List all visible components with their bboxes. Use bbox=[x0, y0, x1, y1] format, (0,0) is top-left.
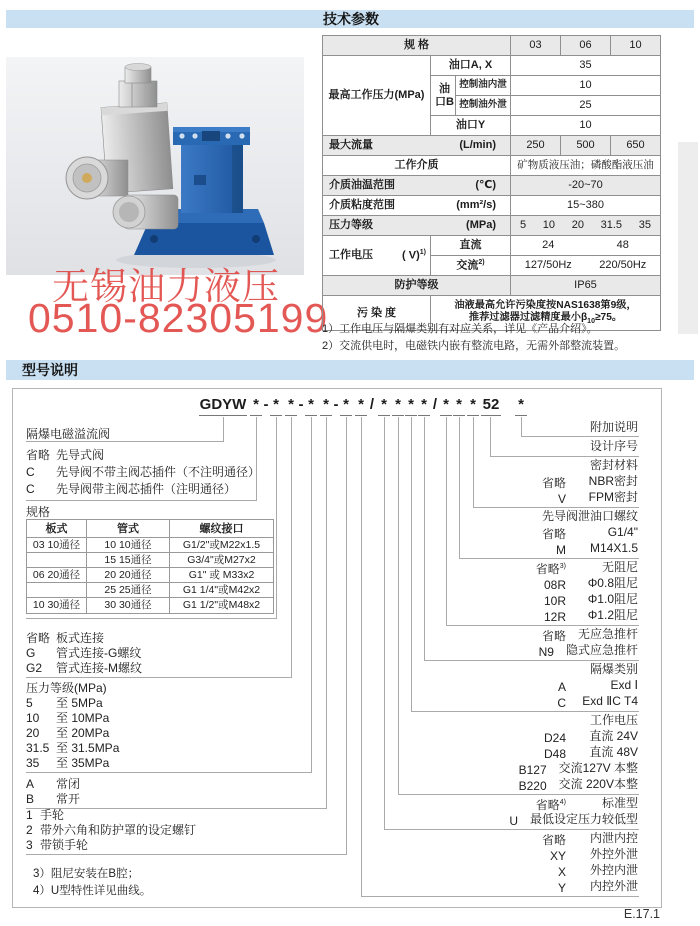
code-row bbox=[26, 808, 358, 823]
code-value: M bbox=[556, 543, 566, 557]
right-group bbox=[368, 626, 638, 658]
code-description: 标准型 bbox=[601, 796, 638, 810]
model-code-star: * bbox=[467, 397, 479, 416]
code-description: Φ1.2阻尼 bbox=[587, 608, 638, 622]
pressure-grade: 20 bbox=[571, 219, 584, 232]
model-section-band bbox=[6, 360, 694, 380]
pressure-group bbox=[26, 696, 358, 771]
model-code-star: * bbox=[405, 397, 417, 416]
code-value: 2 bbox=[26, 823, 33, 837]
ac-value: 127/50Hz bbox=[524, 259, 572, 272]
model-code-star: * bbox=[392, 397, 404, 416]
table-row bbox=[323, 156, 661, 176]
code-description: 至 10MPa bbox=[56, 711, 110, 725]
code-value: 省略 bbox=[26, 448, 51, 462]
port-y-value: 10 bbox=[511, 116, 661, 136]
code-row bbox=[26, 631, 358, 646]
table-row bbox=[323, 196, 661, 216]
code-description: 至 35MPa bbox=[56, 756, 110, 770]
table-row bbox=[323, 216, 661, 236]
viscosity-label: 介质粘度范围 bbox=[329, 199, 395, 212]
code-value: A bbox=[26, 777, 35, 791]
code-value: 31.5 bbox=[26, 741, 50, 755]
code-value: 省略$^{3)}$ bbox=[535, 562, 566, 576]
footnote: 3）阻尼安装在B腔； bbox=[33, 868, 140, 880]
code-row bbox=[26, 481, 358, 498]
viscosity-value: 15~380 bbox=[511, 196, 661, 216]
code-value: B bbox=[26, 792, 35, 806]
table-row bbox=[27, 598, 273, 613]
pressure-grade-label: 压力等级 bbox=[329, 219, 373, 232]
ac-value: 220/50Hz bbox=[599, 259, 647, 272]
table-row bbox=[323, 236, 661, 256]
code-value: 5 bbox=[26, 696, 33, 710]
code-description: 直流 24V bbox=[589, 729, 638, 743]
viscosity-unit: (mm²/s) bbox=[456, 199, 496, 212]
code-value: 35 bbox=[26, 756, 40, 770]
model-footnotes bbox=[33, 866, 151, 900]
ac-label: 交流$^{2)}$ bbox=[431, 256, 511, 276]
spec-size-table bbox=[26, 519, 274, 614]
model-code-separator: / bbox=[369, 396, 375, 413]
temp-unit: (℃) bbox=[475, 179, 496, 192]
code-description: 外控外泄 bbox=[589, 847, 638, 861]
code-value: 20 bbox=[26, 726, 40, 740]
code-row bbox=[368, 559, 638, 575]
code-row bbox=[368, 540, 638, 556]
cell bbox=[27, 553, 87, 568]
code-row bbox=[26, 447, 358, 464]
page-edge-shadow bbox=[678, 142, 698, 334]
code-row bbox=[368, 862, 638, 878]
code-row bbox=[26, 741, 358, 756]
code-value: 省略 bbox=[541, 527, 566, 541]
code-row bbox=[26, 696, 358, 711]
header-cell: 螺纹接口 bbox=[170, 520, 273, 538]
model-code-separator: / bbox=[432, 396, 438, 413]
model-code-star: * bbox=[305, 397, 317, 416]
spec-label-cell: 规 格 bbox=[323, 36, 511, 56]
footnote-marker: 2) bbox=[478, 258, 485, 266]
code-description: 带锁手轮 bbox=[40, 838, 89, 852]
tech-specs-table bbox=[322, 35, 661, 331]
code-value: 3 bbox=[26, 838, 33, 852]
code-description: Exd ⅡC T4 bbox=[582, 694, 638, 708]
code-value: 省略 bbox=[541, 629, 566, 643]
model-code-star: * bbox=[340, 397, 352, 416]
right-group bbox=[368, 438, 638, 454]
page-number: E.17.1 bbox=[623, 907, 660, 921]
max-flow-unit: (L/min) bbox=[459, 139, 496, 152]
code-row bbox=[26, 756, 358, 771]
dc-label: 直流 bbox=[431, 236, 511, 256]
right-group bbox=[368, 795, 638, 827]
table-row bbox=[323, 136, 661, 156]
footnote-marker: 3) bbox=[559, 563, 566, 570]
model-code-star: * bbox=[453, 397, 465, 416]
dc-value: 24 bbox=[542, 239, 555, 252]
temp-label: 介质油温范围 bbox=[329, 179, 395, 192]
code-row bbox=[368, 760, 638, 776]
code-description: 管式连接-G螺纹 bbox=[56, 646, 142, 660]
code-value: 1 bbox=[26, 808, 33, 822]
pilot-group bbox=[26, 447, 358, 498]
code-row bbox=[368, 677, 638, 693]
code-description: 先导式阀 bbox=[56, 448, 105, 462]
code-value: G2 bbox=[26, 661, 43, 675]
code-description: 隐式应急推杆 bbox=[565, 643, 638, 657]
code-value: 省略$^{4)}$ bbox=[535, 798, 566, 812]
valve-illustration bbox=[6, 57, 304, 275]
code-value: D24 bbox=[543, 731, 566, 745]
footnote: 2）交流供电时，电磁铁内嵌有整流电路，无需外部整流装置。 bbox=[322, 340, 626, 352]
contamination-note: 油液最高允许污染度按NAS1638第9级， 推荐过滤器过滤精度最小$\beta_{10}\ge 75$。 bbox=[431, 296, 661, 331]
code-value: 08R bbox=[543, 578, 566, 592]
footnote: 1）工作电压与隔爆类别有对应关系，详见《产品介绍》。 bbox=[322, 323, 598, 335]
port-y-label: 油口Y bbox=[431, 116, 511, 136]
code-row bbox=[368, 524, 638, 540]
cell bbox=[27, 583, 87, 598]
code-value: 10R bbox=[543, 594, 566, 608]
model-left-column bbox=[26, 447, 358, 853]
pressure-grade-label-cell bbox=[323, 216, 511, 236]
code-value: X bbox=[557, 865, 566, 879]
code-row bbox=[368, 830, 638, 846]
cell: 20 20通径 bbox=[87, 568, 170, 583]
footnote-marker: 4) bbox=[559, 799, 566, 806]
product-photo bbox=[6, 57, 304, 275]
code-row bbox=[368, 744, 638, 760]
group-title: 设计序号 bbox=[589, 439, 638, 453]
cell: G1" 或 M33x2 bbox=[170, 568, 273, 583]
pressure-group-title: 压力等级(MPa) bbox=[26, 681, 107, 695]
max-flow-label-cell bbox=[323, 136, 511, 156]
right-group bbox=[368, 712, 638, 792]
table-row bbox=[27, 553, 273, 568]
code-value: 省略 bbox=[541, 476, 566, 490]
code-row bbox=[368, 473, 638, 489]
code-row bbox=[368, 846, 638, 862]
code-value: N9 bbox=[538, 645, 554, 659]
code-description: Exd Ⅰ bbox=[610, 678, 638, 692]
connection-group bbox=[26, 631, 358, 676]
model-code-star: * bbox=[378, 397, 390, 416]
table-row bbox=[27, 538, 273, 553]
tech-section-title: 技术参数 bbox=[323, 11, 379, 27]
port-b-sub-value: 25 bbox=[511, 96, 661, 116]
code-description: NBR密封 bbox=[588, 474, 638, 488]
model-code-star: * bbox=[355, 397, 367, 416]
table-row bbox=[27, 583, 273, 598]
spec-table-title: 规格 bbox=[26, 505, 51, 519]
code-description: 交流 220V本整 bbox=[558, 777, 638, 791]
code-row bbox=[368, 642, 638, 658]
size-cell: 03 bbox=[511, 36, 561, 56]
code-value: B127 bbox=[518, 763, 547, 777]
code-description: 手轮 bbox=[40, 808, 65, 822]
code-description: 先导阀不带主阀芯插件（不注明通径） bbox=[56, 465, 261, 479]
code-row bbox=[368, 728, 638, 744]
code-value: C bbox=[26, 482, 35, 496]
tech-section-band bbox=[6, 10, 694, 28]
table-row bbox=[27, 568, 273, 583]
table-row bbox=[323, 36, 661, 56]
cell: 25 25通径 bbox=[87, 583, 170, 598]
code-row bbox=[26, 726, 358, 741]
model-code-star: * bbox=[320, 397, 332, 416]
code-row bbox=[368, 607, 638, 623]
model-code-star: * bbox=[418, 397, 430, 416]
right-group bbox=[368, 457, 638, 505]
port-b-sub-value: 10 bbox=[511, 76, 661, 96]
table-row bbox=[323, 176, 661, 196]
code-value: V bbox=[557, 492, 566, 506]
code-value: XY bbox=[549, 849, 566, 863]
code-value: 省略 bbox=[541, 833, 566, 847]
code-row bbox=[26, 646, 358, 661]
port-b-sub-label: 控制油内泄 bbox=[456, 76, 511, 96]
code-value: A bbox=[557, 680, 566, 694]
model-section-title: 型号说明 bbox=[22, 362, 78, 378]
tech-footnotes bbox=[322, 321, 625, 355]
code-description: 最低设定压力较低型 bbox=[529, 812, 638, 826]
group-title: 附加说明 bbox=[589, 420, 638, 434]
header-cell: 板式 bbox=[27, 520, 87, 538]
code-value: 省略 bbox=[26, 631, 51, 645]
port-b-sub-label: 控制油外泄 bbox=[456, 96, 511, 116]
code-value: D48 bbox=[543, 747, 566, 761]
model-code-separator: - bbox=[333, 396, 339, 413]
max-flow-label: 最大流量 bbox=[329, 139, 373, 152]
valve-state-group bbox=[26, 777, 358, 807]
cell: 15 15通径 bbox=[87, 553, 170, 568]
cell: G1 1/4"或M42x2 bbox=[170, 583, 273, 598]
group-title: 先导阀泄油口螺纹 bbox=[541, 509, 638, 523]
pressure-grade-unit: (MPa) bbox=[466, 219, 496, 232]
code-row bbox=[368, 626, 638, 642]
code-description: Φ1.0阻尼 bbox=[587, 592, 638, 606]
pressure-grade: 35 bbox=[638, 219, 651, 232]
model-code-star: * bbox=[515, 397, 527, 416]
code-description: 常开 bbox=[56, 792, 81, 806]
code-description: 内泄内控 bbox=[589, 831, 638, 845]
code-description: 常闭 bbox=[56, 777, 81, 791]
code-value: 10 bbox=[26, 711, 40, 725]
size-cell: 06 bbox=[561, 36, 611, 56]
model-code-box bbox=[12, 388, 662, 908]
medium-label: 工作介质 bbox=[323, 156, 511, 176]
contamination-label: 污 染 度 bbox=[323, 296, 431, 331]
model-code-separator: - bbox=[263, 396, 269, 413]
ac-values bbox=[511, 256, 661, 276]
pressure-grade: 5 bbox=[520, 219, 527, 232]
code-row bbox=[26, 792, 358, 807]
right-group bbox=[368, 830, 638, 894]
code-value: Y bbox=[557, 881, 566, 895]
code-row bbox=[26, 464, 358, 481]
header-cell: 管式 bbox=[87, 520, 170, 538]
code-value: C bbox=[26, 465, 35, 479]
port-ax-label: 油口A, X bbox=[431, 56, 511, 76]
model-code-separator: - bbox=[298, 396, 304, 413]
table-row bbox=[323, 56, 661, 76]
cell: 30 30通径 bbox=[87, 598, 170, 613]
max-flow-value: 500 bbox=[561, 136, 611, 156]
protection-label: 防护等级 bbox=[323, 276, 511, 296]
code-row bbox=[26, 711, 358, 726]
code-value: U bbox=[509, 814, 518, 828]
code-description: 无应急推杆 bbox=[577, 627, 638, 641]
code-description: FPM密封 bbox=[588, 490, 638, 504]
code-description: 管式连接-M螺纹 bbox=[56, 661, 142, 675]
code-row bbox=[368, 591, 638, 607]
temp-label-cell bbox=[323, 176, 511, 196]
right-group bbox=[368, 508, 638, 556]
code-description: 内控外泄 bbox=[589, 879, 638, 893]
code-description: 无阻尼 bbox=[601, 560, 638, 574]
temp-value: -20~70 bbox=[511, 176, 661, 196]
cell: 10 30通径 bbox=[27, 598, 87, 613]
code-description: M14X1.5 bbox=[589, 541, 638, 555]
model-code-star: * bbox=[440, 397, 452, 416]
code-row bbox=[368, 795, 638, 811]
code-row bbox=[368, 575, 638, 591]
code-row bbox=[368, 878, 638, 894]
model-code-prefix: GDYW bbox=[199, 397, 247, 416]
cell: G1 1/2"或M48x2 bbox=[182, 599, 261, 611]
code-description: 至 5MPa bbox=[56, 696, 103, 710]
group-title: 隔爆类别 bbox=[589, 662, 638, 676]
code-value: G bbox=[26, 646, 36, 660]
code-description: 先导阀带主阀芯插件（注明通径） bbox=[56, 482, 237, 496]
dc-value: 48 bbox=[616, 239, 629, 252]
code-description: 带外六角和防护罩的设定螺钉 bbox=[40, 823, 197, 837]
watermark-company: 无锡油力液压 bbox=[52, 266, 280, 307]
cell: G1/2"或M22x1.5 bbox=[170, 538, 273, 553]
spec-table-body bbox=[27, 538, 273, 613]
medium-value: 矿物质液压油；磷酸酯液压油 bbox=[511, 156, 661, 176]
spec-table-header bbox=[27, 520, 273, 538]
code-value: B220 bbox=[518, 779, 547, 793]
code-row bbox=[26, 823, 358, 838]
code-description: 至 31.5MPa bbox=[56, 741, 120, 755]
size-cell: 10 bbox=[611, 36, 661, 56]
port-ax-value: 35 bbox=[511, 56, 661, 76]
code-value: C bbox=[557, 696, 566, 710]
footnote: 4）U型特性详见曲线。 bbox=[33, 885, 152, 897]
right-group bbox=[368, 419, 638, 435]
cell: 03 10通径 bbox=[27, 538, 87, 553]
code-description: 外控内泄 bbox=[589, 863, 638, 877]
cell: G3/4"或M27x2 bbox=[170, 553, 273, 568]
model-right-column bbox=[368, 419, 638, 894]
code-value: 12R bbox=[543, 610, 566, 624]
model-code-star: * bbox=[285, 397, 297, 416]
max-pressure-label: 最高工作压力(MPa) bbox=[323, 56, 431, 136]
code-row bbox=[368, 811, 638, 827]
model-code-star: * bbox=[270, 397, 282, 416]
voltage-label: 工作电压 bbox=[329, 249, 373, 262]
code-row bbox=[368, 776, 638, 792]
max-flow-value: 650 bbox=[611, 136, 661, 156]
pressure-grade: 10 bbox=[542, 219, 556, 232]
voltage-unit: ( V)$^{1)}$ bbox=[402, 248, 426, 262]
pressure-grade: 31.5 bbox=[600, 219, 623, 232]
code-description: 直流 48V bbox=[589, 745, 638, 759]
max-flow-value: 250 bbox=[511, 136, 561, 156]
adjuster-group bbox=[26, 808, 358, 853]
code-description: 交流127V 本整 bbox=[558, 761, 638, 775]
cell: 06 20通径 bbox=[27, 568, 87, 583]
code-row bbox=[26, 661, 358, 676]
model-code-star: * bbox=[250, 397, 262, 416]
model-code-fixed: 52 bbox=[481, 397, 501, 416]
table-row bbox=[323, 276, 661, 296]
protection-value: IP65 bbox=[511, 276, 661, 296]
code-row bbox=[368, 693, 638, 709]
watermark-phone: 0510-82305199 bbox=[28, 295, 329, 341]
valve-name: 隔爆电磁溢流阀 bbox=[26, 427, 111, 441]
code-description: 至 20MPa bbox=[56, 726, 110, 740]
code-row bbox=[368, 489, 638, 505]
code-row bbox=[26, 838, 358, 853]
group-title: 密封材料 bbox=[589, 458, 638, 472]
footnote-marker: 1) bbox=[419, 248, 426, 256]
voltage-label-cell bbox=[323, 236, 431, 276]
cell: 10 10通径 bbox=[87, 538, 170, 553]
code-description: 板式连接 bbox=[56, 631, 105, 645]
pressure-grade-values bbox=[511, 216, 661, 236]
port-b-label: 油口B bbox=[431, 76, 456, 116]
code-description: Φ0.8阻尼 bbox=[587, 576, 638, 590]
right-group bbox=[368, 661, 638, 709]
code-description: G1/4" bbox=[607, 525, 638, 539]
group-title: 工作电压 bbox=[589, 713, 638, 727]
right-group bbox=[368, 559, 638, 623]
dc-values bbox=[511, 236, 661, 256]
code-row bbox=[26, 777, 358, 792]
viscosity-label-cell bbox=[323, 196, 511, 216]
